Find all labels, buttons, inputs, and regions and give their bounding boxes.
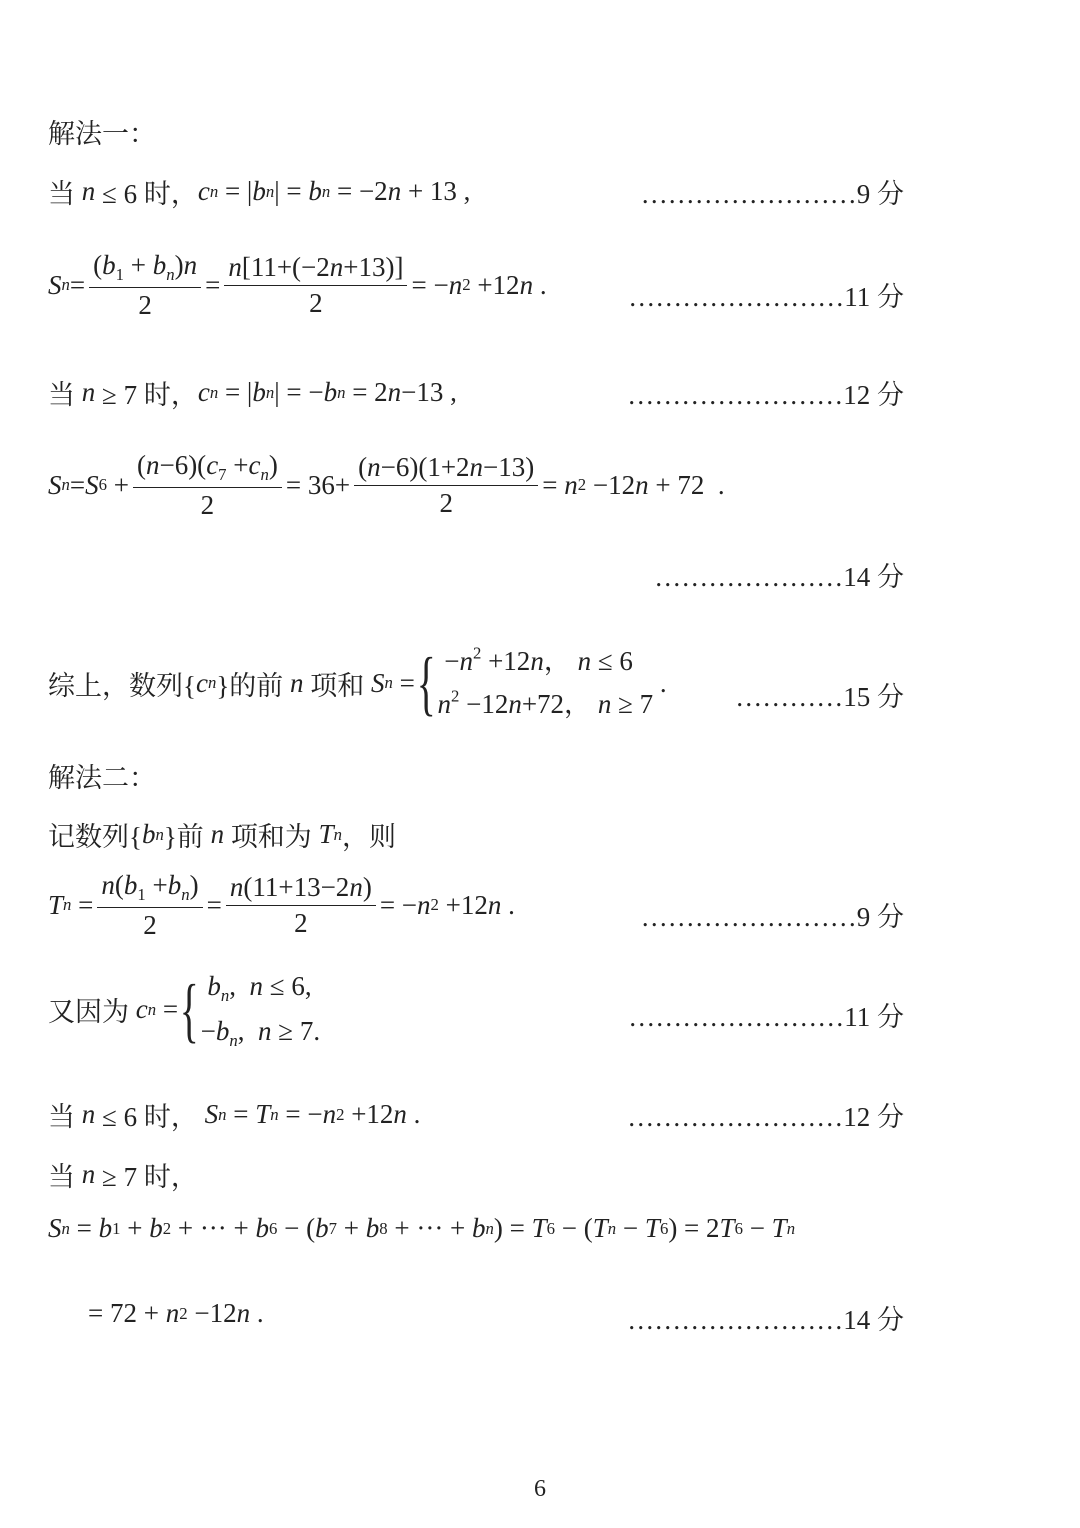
m1-score-14: …………………14 分 [654, 562, 904, 592]
method1-heading: 解法一： [48, 119, 156, 149]
m2-line7: = 72 + n 2 −12 n . [88, 1298, 264, 1328]
method2-heading: 解法二： [48, 763, 156, 793]
m2-line3: 又因为 c n = { $b_n$, n ≤ 6, $-b_n$, n ≥ 7. [48, 969, 321, 1050]
m2-line2: T n = $\frac{n(b_1 +b_n)}{2}$ = $\frac{n(11+13-2n)}{2}$ = − n 2 +12 n . [48, 870, 515, 940]
m1-line4: S n = S 6 + $\frac{(n-6)(c_7 +c_n)}{2}$ = 36+ $\frac{(n-6)(1+2n-13)}{2}$ = n 2 −12 n + 72 . [48, 450, 725, 520]
m2-score-11: ……………………11 分 [628, 1002, 904, 1032]
m2-line5: 当 n ≥ 7 时， [48, 1159, 198, 1192]
page-number: 6 [534, 1476, 546, 1502]
m1-line3: 当 n ≥ 7 时， c n = | b n | = − b n = 2 n −13 , [48, 377, 457, 410]
m1-score-9: ……………………9 分 [640, 179, 904, 209]
m2-line4: 当 n ≤ 6 时， S n = T n = − n 2 +12 n . [48, 1099, 421, 1132]
m1-score-11: ……………………11 分 [628, 282, 904, 312]
m2-score-12: ……………………12 分 [627, 1102, 904, 1132]
m1-score-12: ……………………12 分 [627, 380, 904, 410]
m1-score-15: …………15 分 [735, 682, 904, 712]
m2-score-9: ……………………9 分 [640, 902, 904, 932]
m1-line1: 当 n ≤ 6 时， c n = | b n | = b n = −2 n + 13 , [48, 176, 471, 209]
m1-line2: S n = $\frac{(b_1 + b_n)n}{2}$ = $\frac{n[11+(-2n+13)]}{2}$ = − n 2 +12 n . [48, 250, 547, 320]
m1-line5: 综上，数列{ c n }的前 n 项和 S n = { $-n^2 +12n$， n ≤ 6 $n^2 -12n+72$， n ≥ 7 . [48, 643, 667, 724]
m2-line6: S n = b 1 + b 2 + ··· + b 6 − ( b 7 + b 8 + ··· + b n ) = T 6 − ( T n − T 6 ) = 2 T 6 − T n [48, 1213, 796, 1243]
m2-line1: 记数列{ b n }前 n 项和为 T n ，则 [48, 819, 396, 852]
m2-score-14: ……………………14 分 [627, 1305, 904, 1335]
